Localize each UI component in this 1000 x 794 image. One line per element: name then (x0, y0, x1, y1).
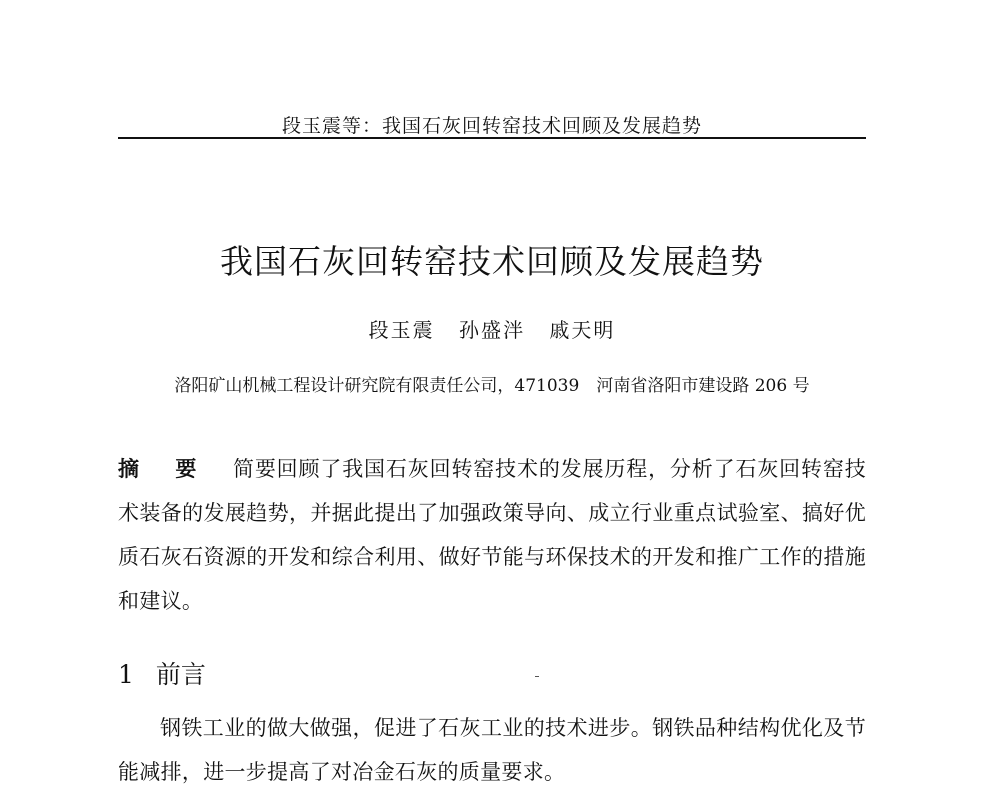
affiliation: 洛阳矿山机械工程设计研究院有限责任公司，471039 河南省洛阳市建设路 206 号 (174, 376, 810, 396)
scan-artifact (535, 676, 539, 677)
header-rule (118, 137, 866, 139)
section-title: 前言 (155, 660, 206, 689)
paper-title: 我国石灰回转窑技术回顾及发展趋势 (220, 242, 764, 281)
abstract (118, 447, 866, 623)
section-number: 1 (118, 660, 134, 689)
author-list (100, 314, 884, 343)
body-paragraph: 钢铁工业的做大做强，促进了石灰工业的技术进步。钢铁品种结构优化及节能减排，进一步提高了对冶金石灰的质量要求。 (118, 716, 866, 784)
abstract-label: 摘 要 (118, 457, 211, 481)
abstract-text: 简要回顾了我国石灰回转窑技术的发展历程，分析了石灰回转窑技术装备的发展趋势，并据此提出了加强政策导向、成立行业重点试验室、搞好优质石灰石资源的开发和综合利用、做好节能与环保技术的开发和推广工作的措施和建议。 (118, 457, 867, 613)
author-name: 戚天明 (549, 318, 616, 342)
section-heading (118, 655, 206, 691)
running-header: 段玉震等：我国石灰回转窑技术回顾及发展趋势 (281, 115, 702, 137)
author-name: 段玉震 (368, 318, 435, 342)
author-name: 孙盛泮 (459, 318, 525, 342)
